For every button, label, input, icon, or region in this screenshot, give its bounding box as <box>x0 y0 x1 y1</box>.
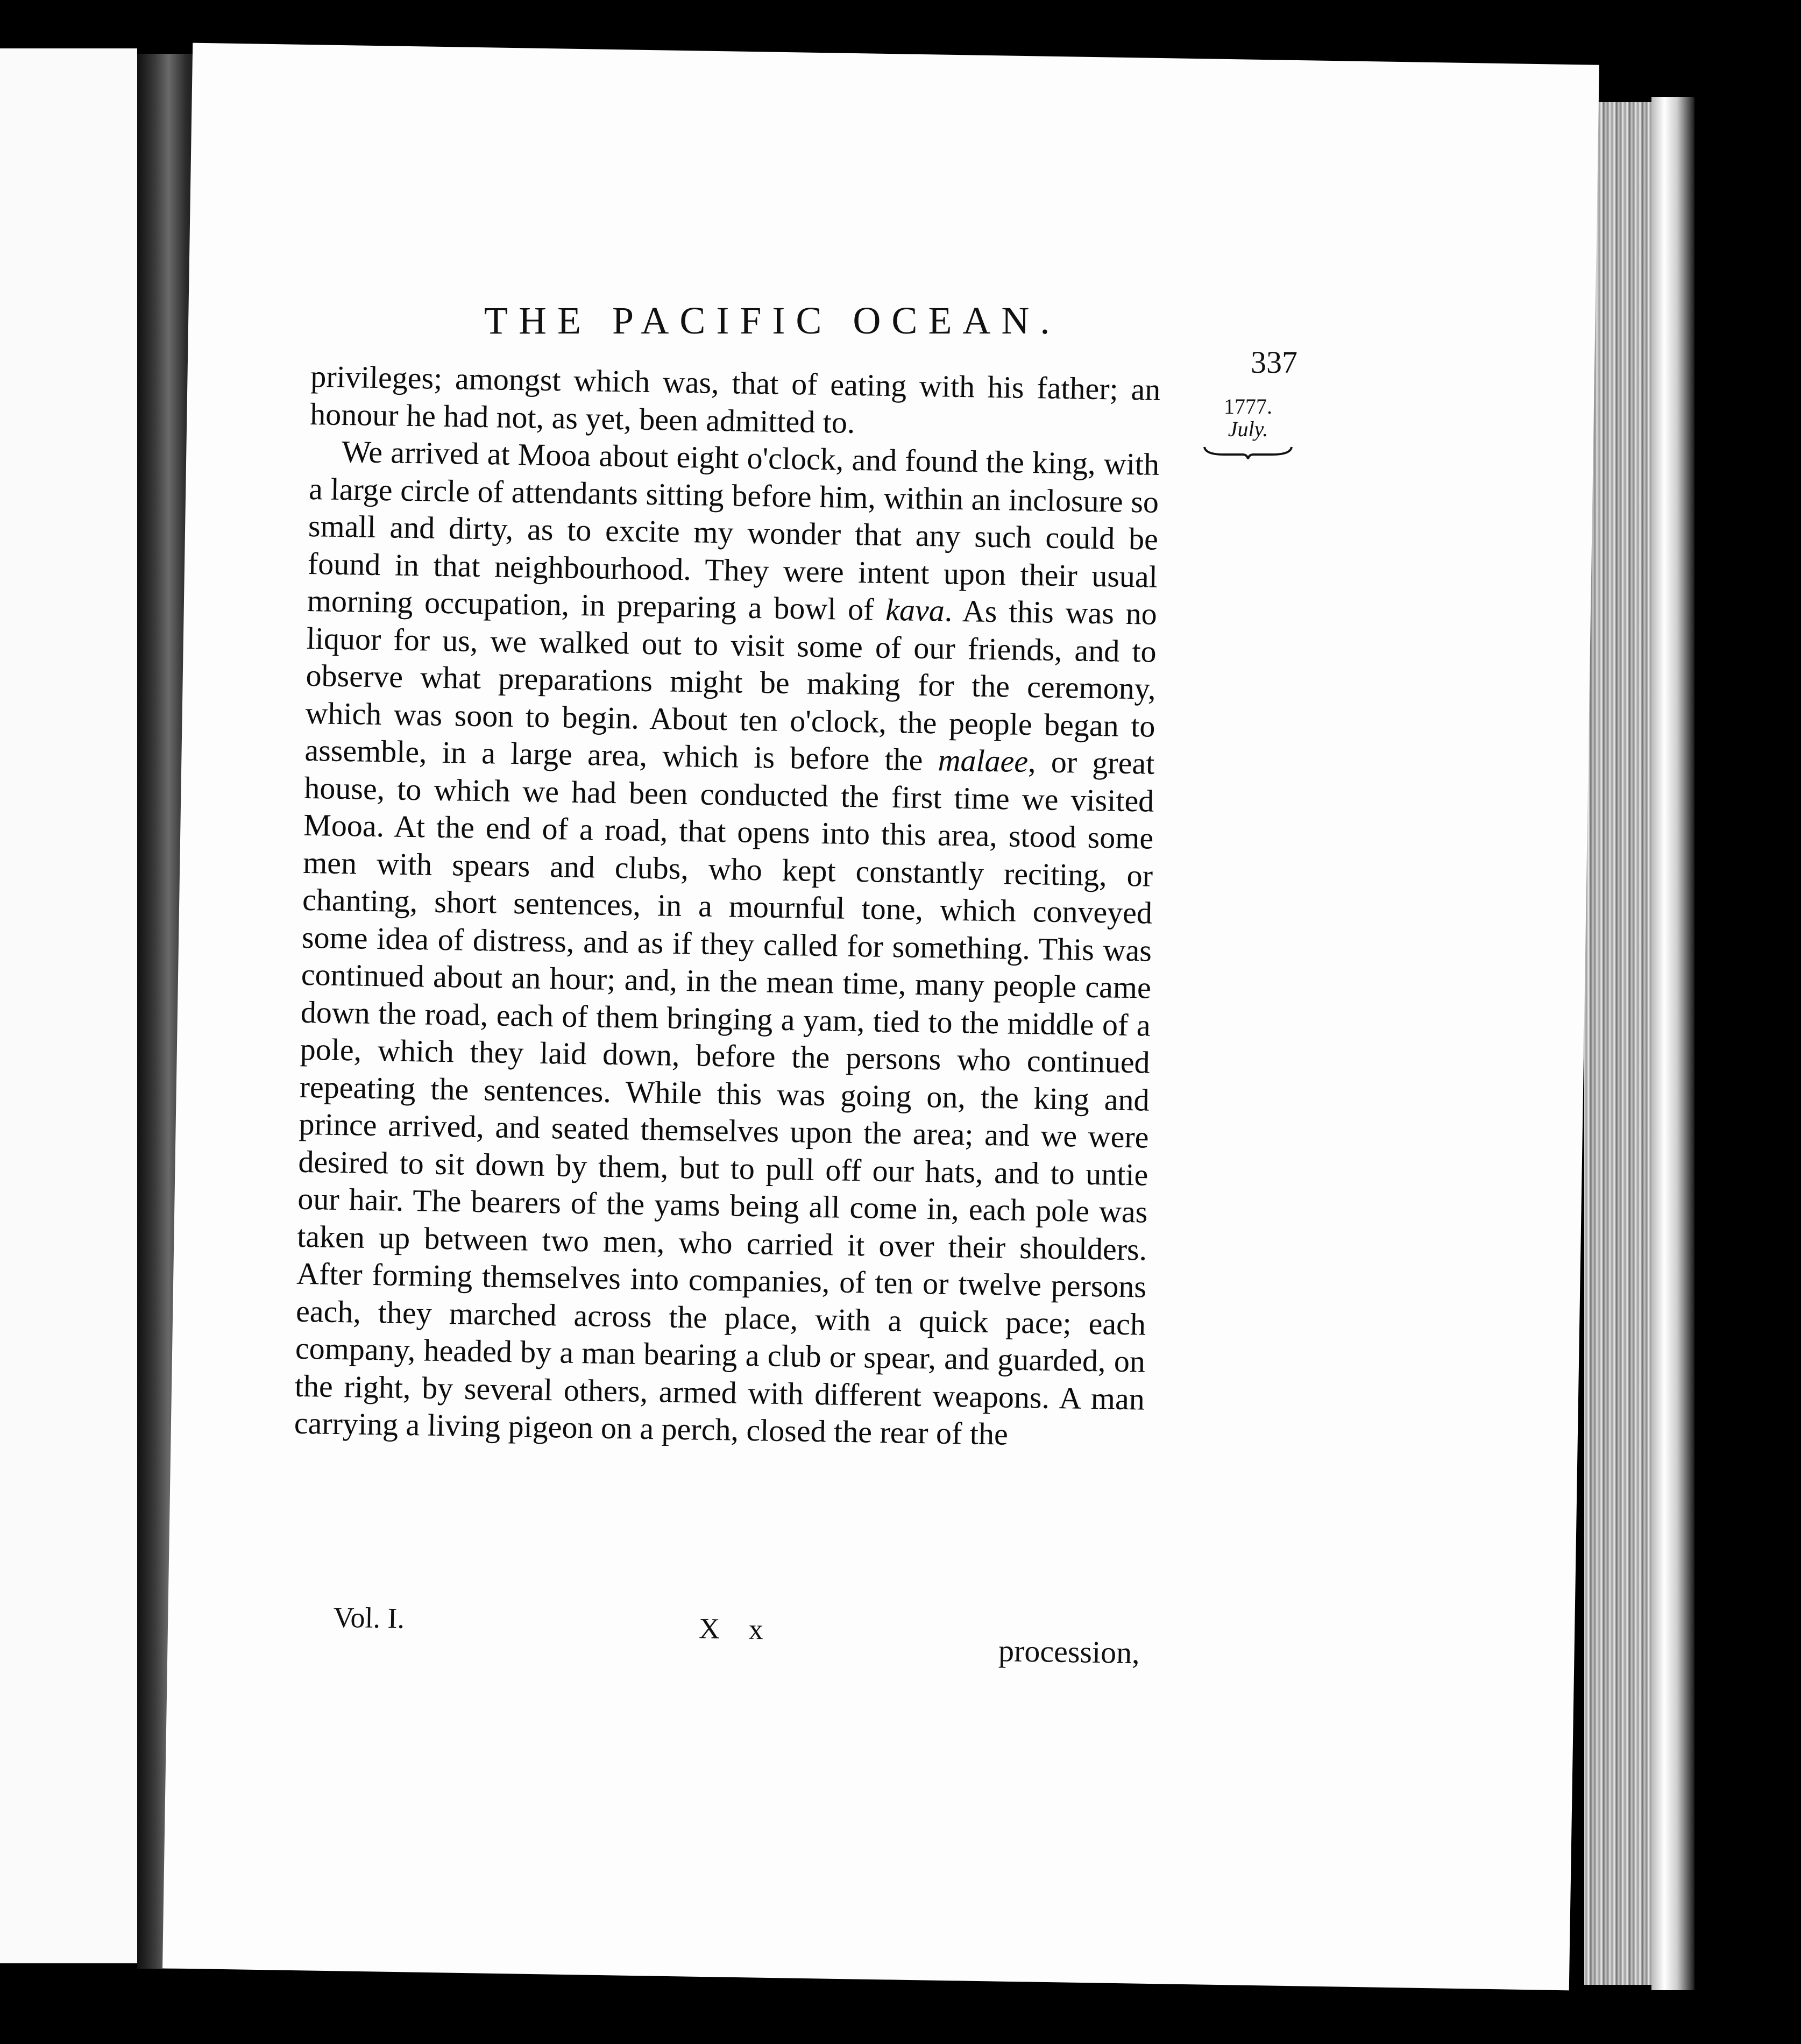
paragraph-2 <box>294 432 1159 1455</box>
body-text <box>294 358 1160 1455</box>
catchword: procession, <box>998 1633 1140 1671</box>
running-head: THE PACIFIC OCEAN. <box>484 299 1061 342</box>
facing-page-edge <box>0 48 137 1963</box>
margin-note <box>1202 395 1294 460</box>
page-number: 337 <box>1251 345 1297 380</box>
paragraph-2-text: , or great house, to which we had been conducted the first time we visited Mooa. At the end of a road, that opens into this area, stood some men with spears and clubs, who kept constantly reciting, or chanting, short sentences, in a mournful tone, which conveyed some idea of distress, and as if they called for something. This was continued about an hour; and, in the mean time, many people came down the road, each of them bringing a yam, tied to the middle of a pole, which they laid down, before the persons who continued repeating the sentences. While this was going on, the king and prince arrived, and seated themselves upon the area; and we were desired to sit down by them, but to pull off our hats, and to untie our hair. The bearers of the yams being all come in, each pole was taken up between two men, who carried it over their shoulders. After forming themselves into companies, of ten or twelve persons each, they marched across the place, with a quick pace; each company, headed by a man bearing a club or spear, and guarded, on the right, by several others, armed with different weapons. A man carrying a living pigeon on a perch, closed the rear of the <box>294 744 1155 1452</box>
paragraph-2-text: . As this was no liquor for us, we walked out to visit some of our friends, and to observe what preparations might be making for the ceremony, which was soon to begin. About ten o'clock, the people began to assemble, in a large area, which is before the <box>304 593 1158 778</box>
paragraph-2-text: We arrived at Mooa about eight o'clock, and found the king, with a large circle of attendants sitting before him, within an inclosure so small and dirty, as to excite my wonder that any such could be found in that neighbourhood. They were intent upon their usual morning occupation, in preparing a bowl of <box>307 434 1160 627</box>
brace-icon <box>1202 444 1294 460</box>
margin-month: July. <box>1228 417 1268 441</box>
signature-mark: X x <box>698 1612 775 1646</box>
margin-year: 1777. <box>1224 394 1272 418</box>
page-edges-outer <box>1651 97 1694 1990</box>
italic-term-malaee: malaee <box>938 742 1029 779</box>
paragraph-1: privileges; amongst which was, that of eating with his father; an honour he had not, as yet, been admitted to. <box>309 358 1161 440</box>
volume-label: Vol. I. <box>333 1601 405 1635</box>
italic-term-kava: kava <box>885 592 945 628</box>
